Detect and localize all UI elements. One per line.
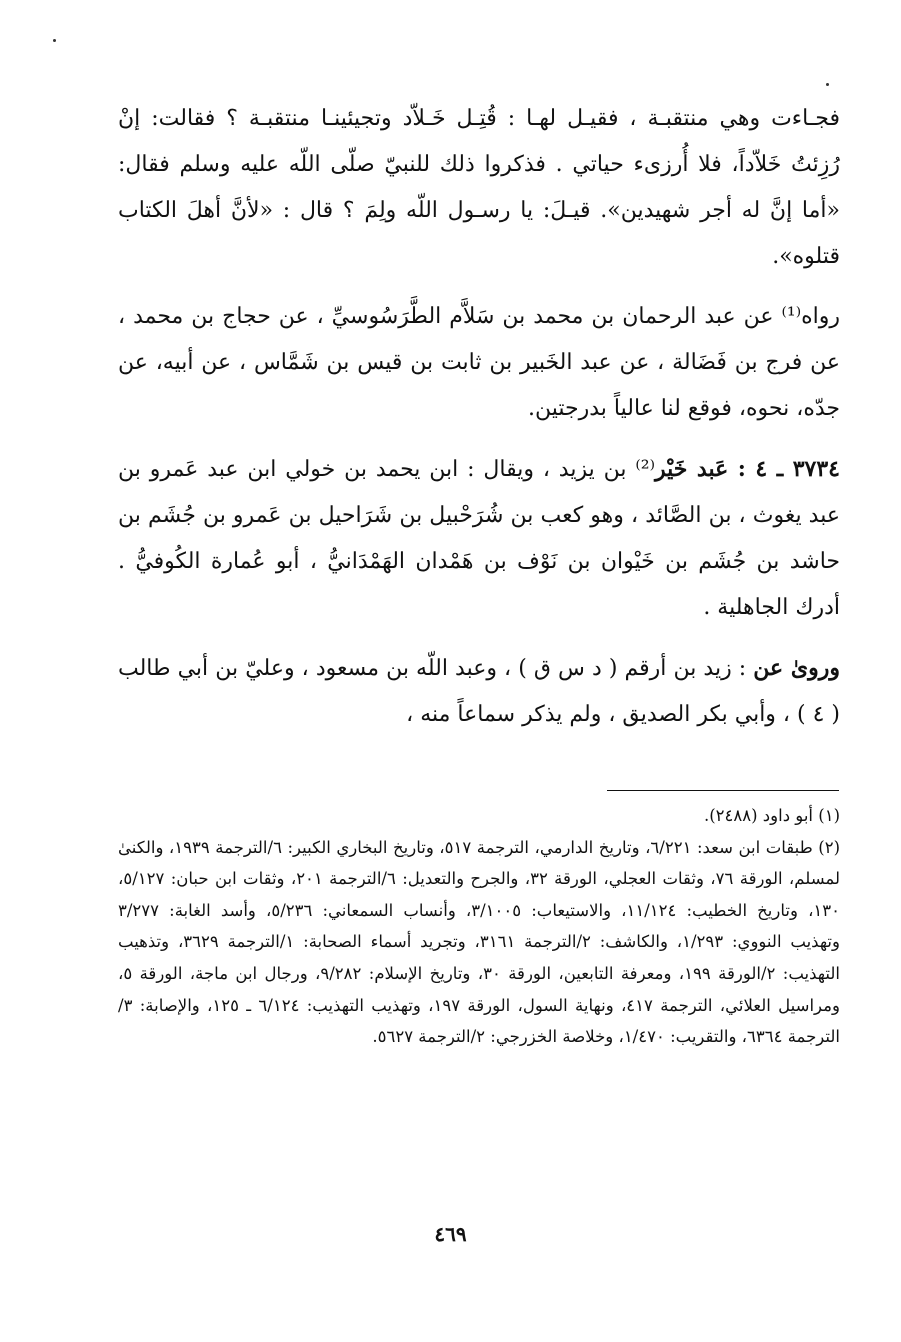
- footnotes: [118, 800, 840, 1053]
- entry-body: بن يزيد ، ويقال : ابن يحمد بن خولي ابن عبد عَمرو بن عبد يغوث ، بن الصَّائد ، وهو كعب بن شُرَحْبيل بن شَرَاحيل بن عَمرو بن جُشَم بن حاشد بن جُشَم بن خَيْوان بن نَوْف بن هَمْدان الهَمْدَانيُّ ، أبو عُمارة الكُوفيُّ . أدرك الجاهلية .: [118, 457, 840, 620]
- footnote-1: (١) أبو داود (٢٤٨٨).: [703, 806, 840, 825]
- biography-entry: [118, 446, 840, 631]
- narration-paragraph: [118, 645, 840, 738]
- narration-lead: وروىٰ عن: [753, 655, 841, 681]
- page-number: ٤٦٩: [434, 1222, 467, 1246]
- main-text: [118, 96, 840, 752]
- footnote-ref: ⁽²⁾: [635, 457, 655, 482]
- paragraph-narration-chain: [118, 294, 840, 432]
- footnote-2: (٢) طبقات ابن سعد: ٦/٢٢١، وتاريخ الدارمي، الترجمة ٥١٧، وتاريخ البخاري الكبير: ٦/الترجمة ١٩٣٩، والكنىٰ لمسلم، الورقة ٧٦، وثقات العجلي، الورقة ٣٢، والجرح والتعديل: ٦/الترجمة ٢٠١، وثقات ابن حبان: ٥/١٢٧، ١٣٠، وتاريخ الخطيب: ١١/١٢٤، والاستيعاب: ٣/١٠٠٥، وأنساب السمعاني: ٥/٢٣٦، وأسد الغابة: ٣/٢٧٧ وتهذيب النووي: ١/٢٩٣، والكاشف: ٢/الترجمة ٣١٦١، وتجريد أسماء الصحابة: ١/الترجمة ٣٦٢٩، وتذهيب التهذيب: ٢/الورقة ١٩٩، ومعرفة التابعين، الورقة ٣٠، وتاريخ الإسلام: ٩/٢٨٢، ورجال ابن ماجة، الورقة ٥، ومراسيل العلائي، الترجمة ٤١٧، ونهاية السول، الورقة ١٩٧، وتهذيب التهذيب: ٦/١٢٤ ـ ١٢٥، والإصابة: ٣/الترجمة ٦٣٦٤، والتقريب: ١/٤٧٠، وخلاصة الخزرجي: ٢/الترجمة ٥٦٢٧.: [118, 837, 840, 1047]
- scan-mark: [53, 39, 56, 42]
- scan-mark: [826, 83, 829, 86]
- narration-text: [118, 645, 840, 738]
- paragraph-story: [118, 96, 840, 280]
- narration-body: : زيد بن أرقم ( د س ق ) ، وعبد اللّه بن مسعود ، وعليّ بن أبي طالب ( ٤ ) ، وأبي بكر الصديق ، ولم يذكر سماعاً منه ،: [118, 656, 840, 727]
- paragraph-text: رواه⁽¹⁾ عن عبد الرحمان بن محمد بن سَلاَّم الطَّرَسُوسيِّ ، عن حجاج بن محمد ، عن فرج بن فَضَالة ، عن عبد الخَبير بن ثابت بن قيس بن شَمَّاس ، عن أبيه، عن جدّه، نحوه، فوقع لنا عالياً بدرجتين.: [118, 304, 840, 421]
- footnote-separator: [607, 790, 839, 791]
- entry-heading: ٣٧٣٤ ـ ٤ : عَبد خَيْر: [654, 456, 840, 482]
- paragraph-text: فجـاءت وهي منتقبـة ، فقيـل لهـا : قُتِـل خَـلاّد وتجيئينـا منتقبـة ؟ فقالت: إنْ رُزِئتُ خَلاّداً، فلا أُرزىء حياتي . فذكروا ذلك للنبيّ صلّى اللّه عليه وسلم فقال: «أما إنَّ له أجر شهيدين». قيـلَ: يا رسـول اللّه ولِمَ ؟ قال : «لأنَّ أهلَ الكتاب قتلوه».: [118, 106, 840, 269]
- entry-text: [118, 446, 840, 631]
